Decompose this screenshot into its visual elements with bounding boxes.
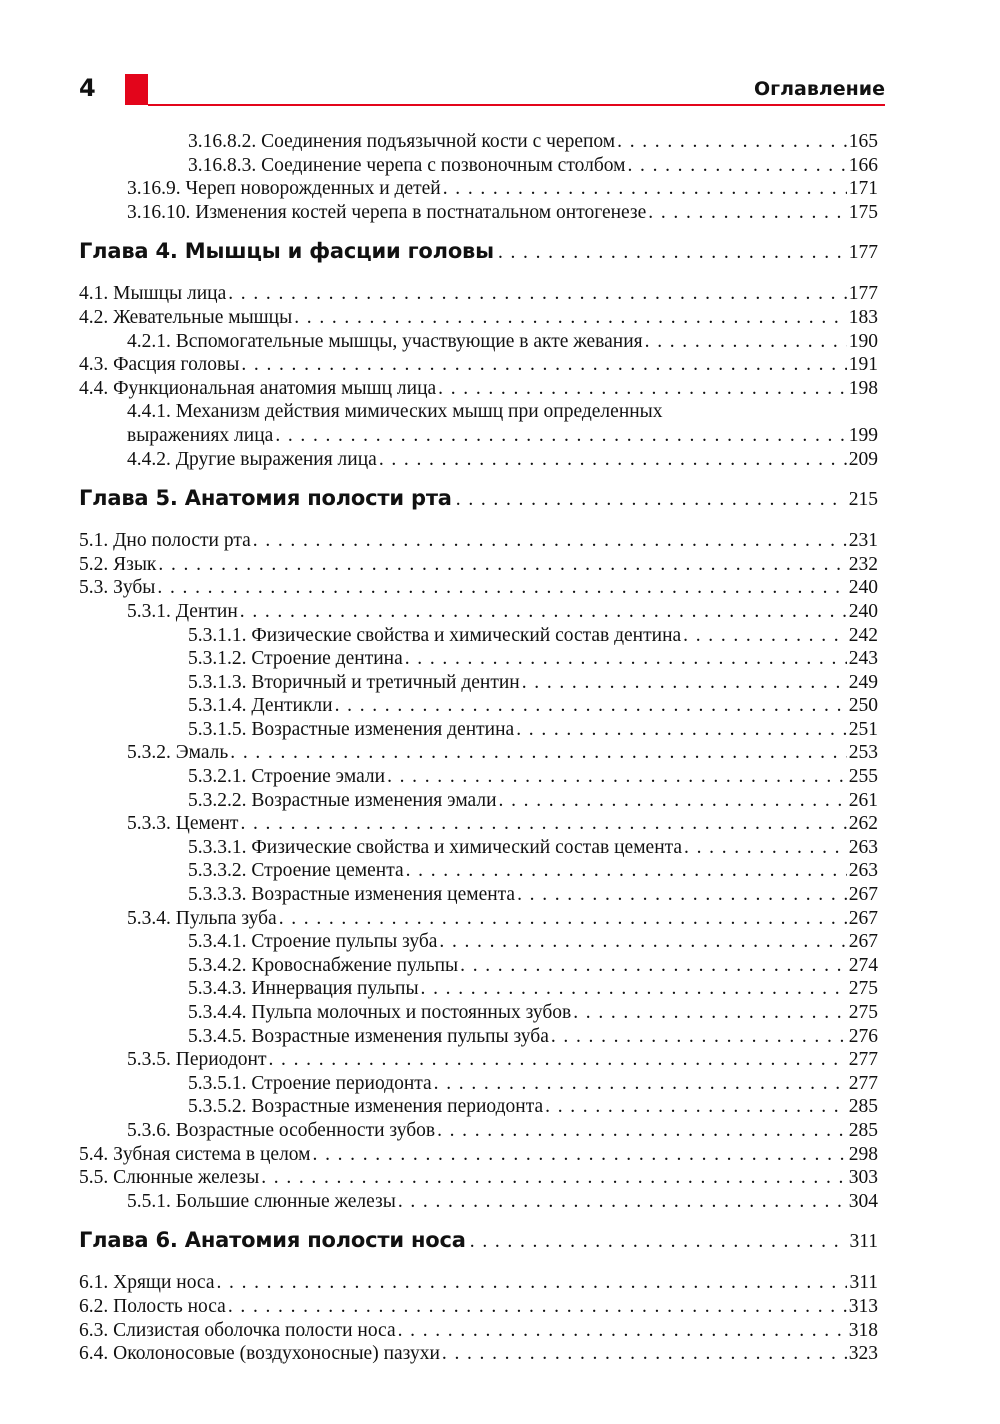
toc-entry-page: 199: [848, 424, 878, 446]
toc-entry-page: 253: [848, 742, 878, 764]
toc-entry-page: 232: [848, 553, 878, 575]
toc-entry-page: 298: [848, 1143, 878, 1165]
toc-entry[interactable]: [79, 1048, 878, 1072]
toc-entry-text: 5.3.2. Эмаль: [127, 742, 229, 764]
leader-dots: [405, 647, 847, 671]
toc-entry-text: 5.3.4. Пульпа зуба: [127, 907, 277, 929]
toc-entry-text: 6.3. Слизистая оболочка полости носа: [79, 1319, 396, 1341]
leader-dots: [261, 1166, 847, 1190]
leader-dots: [645, 330, 847, 354]
chapter-page: 215: [848, 489, 878, 511]
leader-dots: [456, 486, 845, 514]
leader-dots: [470, 1228, 846, 1256]
toc-entry-text: 5.4. Зубная система в целом: [79, 1143, 311, 1165]
toc-entry-text: 5.3.3.3. Возрастные изменения цемента: [188, 884, 516, 906]
toc-group-chapter-5: [79, 529, 878, 1213]
toc-entry-text: 5.3.5.1. Строение периодонта: [188, 1072, 432, 1094]
toc-entry[interactable]: [79, 1119, 878, 1143]
leader-dots: [499, 789, 847, 813]
toc-entry-page: 262: [848, 813, 878, 835]
toc-entry-text: 5.3.4.5. Возрастные изменения пульпы зуба: [188, 1025, 549, 1047]
toc-entry-text: 6.1. Хрящи носа: [79, 1272, 215, 1294]
toc-entry-page: 243: [848, 648, 878, 670]
toc-entry[interactable]: [79, 1271, 878, 1295]
toc-entry-page: 242: [848, 624, 878, 646]
leader-dots: [627, 154, 846, 178]
leader-dots: [460, 954, 847, 978]
leader-dots: [648, 201, 846, 225]
toc-entry-page: 255: [848, 766, 878, 788]
toc-entry-page: 177: [848, 283, 878, 305]
leader-dots: [240, 600, 847, 624]
leader-dots: [158, 553, 846, 577]
toc-entry-text: 5.3.1.2. Строение дентина: [188, 648, 403, 670]
toc-entry[interactable]: [79, 647, 878, 671]
toc-entry-page: 175: [848, 201, 878, 223]
toc-entry[interactable]: [79, 789, 878, 813]
toc-entry-page: 165: [848, 131, 878, 152]
toc-group-chapter-6: [79, 1271, 878, 1365]
toc-entry-text: 4.4. Функциональная анатомия мышц лица: [79, 377, 437, 399]
toc-entry-text: 5.2. Язык: [79, 553, 157, 575]
toc-entry-text: 5.3.3. Цемент: [127, 813, 239, 835]
toc-entry[interactable]: [79, 1166, 878, 1190]
toc-entry-text: 5.3.4.4. Пульпа молочных и постоянных зубов: [188, 1002, 572, 1023]
toc-entry-wrapped[interactable]: [79, 400, 878, 447]
toc-entry-page: 183: [848, 306, 878, 328]
toc-entry-line-2: [127, 424, 878, 448]
leader-dots: [379, 448, 847, 472]
leader-dots: [253, 529, 847, 553]
toc-entry-text: 4.4.2. Другие выражения лица: [127, 448, 377, 470]
toc-entry-text: 5.3.5.2. Возрастные изменения периодонта: [188, 1096, 544, 1118]
leader-dots: [573, 1001, 847, 1025]
toc-entry-text: 5.5. Слюнные железы: [79, 1167, 260, 1189]
toc-group-chapter-4: [79, 282, 878, 400]
toc-entry-page: 274: [848, 954, 878, 976]
toc-entry-page: 267: [848, 884, 878, 906]
toc-entry-page: 277: [848, 1072, 878, 1094]
toc-entry-page: 267: [848, 931, 878, 953]
toc-entry-page: 303: [848, 1167, 878, 1189]
toc-entry[interactable]: [79, 954, 878, 978]
toc-entry[interactable]: [79, 130, 878, 154]
toc-entry[interactable]: [79, 201, 878, 225]
toc-entry-text: 4.2. Жевательные мышцы: [79, 306, 293, 328]
toc-group-pre: [79, 130, 878, 224]
toc-entry[interactable]: [79, 330, 878, 354]
leader-dots: [442, 1342, 847, 1366]
toc-entry-text: 5.1. Дно полости рта: [79, 530, 251, 552]
toc-entry[interactable]: [79, 694, 878, 718]
toc-entry-text: 5.3. Зубы: [79, 577, 156, 599]
toc-entry-text: 5.3.1. Дентин: [127, 600, 238, 622]
toc-entry[interactable]: [79, 671, 878, 695]
toc-entry-line-1: 4.4.1. Механизм действия мимических мышц при определенных: [127, 401, 663, 423]
leader-dots: [279, 907, 847, 931]
leader-dots: [387, 765, 847, 789]
chapter-title: Глава 6. Анатомия полости носа: [79, 1228, 466, 1253]
toc-entry-text: 6.4. Околоносовые (воздухоносные) пазухи: [79, 1343, 440, 1365]
toc-entry-page: 240: [848, 600, 878, 622]
toc-entry-page: 275: [848, 978, 878, 1000]
chapter-page: 177: [848, 242, 878, 264]
toc-entry-text: 5.3.2.2. Возрастные изменения эмали: [188, 789, 497, 811]
toc-entry-page: 311: [849, 1272, 878, 1294]
toc-entry-text: 5.3.1.4. Дентикли: [188, 695, 333, 717]
toc-entry[interactable]: [79, 553, 878, 577]
toc-entry-page: 251: [848, 718, 878, 740]
leader-dots: [684, 836, 847, 860]
chapter-6-heading[interactable]: [79, 1226, 878, 1256]
leader-dots: [406, 859, 847, 883]
toc-entry-text: 5.3.4.1. Строение пульпы зуба: [188, 931, 438, 953]
leader-dots: [437, 1119, 847, 1143]
leader-dots: [228, 282, 847, 306]
toc-entry[interactable]: [79, 448, 878, 472]
toc-entry[interactable]: [79, 883, 878, 907]
toc-entry-page: 285: [848, 1096, 878, 1118]
toc-entry-page: 276: [848, 1025, 878, 1047]
toc-entry-text: 5.3.2.1. Строение эмали: [188, 766, 386, 788]
toc-entry[interactable]: [79, 1072, 878, 1096]
leader-dots: [157, 576, 846, 600]
leader-dots: [545, 1095, 847, 1119]
toc-entry-text: 5.5.1. Большие слюнные железы: [127, 1190, 396, 1212]
chapter-page: 311: [849, 1231, 878, 1253]
toc-entry-text: выражениях лица: [127, 424, 274, 446]
leader-dots: [216, 1271, 847, 1295]
leader-dots: [230, 741, 846, 765]
toc-entry-text: 5.3.4.3. Иннервация пульпы: [188, 978, 419, 1000]
leader-dots: [313, 1143, 847, 1167]
toc-entry-text: 5.3.4.2. Кровоснабжение пульпы: [188, 954, 459, 976]
leader-dots: [421, 977, 847, 1001]
toc-entry-text: 5.3.1.1. Физические свойства и химический состав дентина: [188, 624, 682, 646]
chapter-title: Глава 5. Анатомия полости рта: [79, 486, 452, 511]
toc-entry-page: 323: [848, 1343, 878, 1365]
toc-entry[interactable]: [79, 377, 878, 401]
toc-entry-page: 171: [848, 178, 878, 200]
leader-dots: [434, 1072, 847, 1096]
toc-entry-text: 5.3.3.1. Физические свойства и химический состав цемента: [188, 836, 683, 858]
leader-dots: [240, 812, 846, 836]
toc-entry-text: 3.16.8.2. Соединения подъязычной кости с черепом: [188, 131, 616, 152]
running-head: Оглавление: [754, 78, 885, 100]
toc-entry-text: 5.3.6. Возрастные особенности зубов: [127, 1119, 436, 1141]
toc-entry-text: 5.3.1.5. Возрастные изменения дентина: [188, 718, 515, 740]
toc-entry-page: 240: [848, 577, 878, 599]
toc-entry-page: 249: [848, 671, 878, 693]
leader-dots: [617, 130, 847, 154]
toc-entry-page: 313: [848, 1295, 878, 1317]
toc-entry-page: 318: [848, 1319, 878, 1341]
toc-entry-text: 4.2.1. Вспомогательные мышцы, участвующие в акте жевания: [127, 330, 643, 352]
toc-entry-text: 4.1. Мышцы лица: [79, 283, 227, 305]
toc-entry-text: 3.16.9. Череп новорожденных и детей: [127, 178, 441, 200]
toc-entry-page: 191: [848, 354, 878, 376]
leader-dots: [275, 424, 846, 448]
toc-entry-page: 231: [848, 530, 878, 552]
toc-entry-page: 285: [848, 1119, 878, 1141]
toc-entry-page: 190: [848, 330, 878, 352]
red-header-rule: [148, 104, 885, 106]
leader-dots: [398, 1190, 847, 1214]
toc-entry[interactable]: [79, 718, 878, 742]
toc-entry[interactable]: [79, 1319, 878, 1343]
toc-entry[interactable]: [79, 741, 878, 765]
leader-dots: [228, 1295, 847, 1319]
toc-entry-text: 3.16.10. Изменения костей черепа в постнатальном онтогенезе: [127, 201, 647, 223]
toc-entry-page: 267: [848, 907, 878, 929]
toc-entry[interactable]: [79, 282, 878, 306]
toc-entry[interactable]: [79, 1025, 878, 1049]
red-header-mark: [125, 74, 148, 105]
toc-entry-page: 261: [848, 789, 878, 811]
toc-entry[interactable]: [79, 529, 878, 553]
toc-entry[interactable]: [79, 859, 878, 883]
toc-entry-text: 3.16.8.3. Соединение черепа с позвоночным столбом: [188, 154, 626, 176]
toc-entry-text: 5.3.3.2. Строение цемента: [188, 860, 404, 882]
leader-dots: [269, 1048, 847, 1072]
toc-entry-page: 263: [848, 836, 878, 858]
leader-dots: [517, 883, 847, 907]
toc-entry[interactable]: [79, 977, 878, 1001]
chapter-title: Глава 4. Мышцы и фасции головы: [79, 239, 494, 264]
chapter-4-heading[interactable]: [79, 237, 878, 267]
toc-entry[interactable]: [79, 1190, 878, 1214]
leader-dots: [551, 1025, 847, 1049]
table-of-contents: [79, 130, 878, 1366]
toc-entry-page: 250: [848, 695, 878, 717]
toc-entry[interactable]: [79, 1295, 878, 1319]
toc-entry-text: 4.3. Фасция головы: [79, 354, 240, 376]
toc-entry[interactable]: [79, 907, 878, 931]
toc-entry[interactable]: [79, 353, 878, 377]
leader-dots: [398, 1319, 847, 1343]
toc-entry[interactable]: [79, 836, 878, 860]
toc-entry-page: 263: [848, 860, 878, 882]
toc-entry-page: 277: [848, 1049, 878, 1071]
toc-entry[interactable]: [79, 154, 878, 178]
toc-entry[interactable]: [79, 1095, 878, 1119]
toc-entry-page: 304: [848, 1190, 878, 1212]
toc-entry[interactable]: [79, 624, 878, 648]
toc-entry-page: 275: [848, 1002, 878, 1023]
leader-dots: [241, 353, 846, 377]
leader-dots: [443, 177, 847, 201]
toc-entry[interactable]: [79, 306, 878, 330]
toc-entry[interactable]: [79, 1342, 878, 1366]
toc-entry-page: 198: [848, 377, 878, 399]
toc-entry[interactable]: [79, 600, 878, 624]
page-number: 4: [79, 74, 96, 102]
leader-dots: [438, 377, 847, 401]
toc-entry-page: 166: [848, 154, 878, 176]
toc-entry-page: 209: [848, 448, 878, 470]
leader-dots: [522, 671, 847, 695]
leader-dots: [439, 930, 846, 954]
toc-entry[interactable]: [79, 930, 878, 954]
leader-dots: [516, 718, 847, 742]
toc-entry-text: 5.3.5. Периодонт: [127, 1049, 267, 1071]
leader-dots: [294, 306, 847, 330]
leader-dots: [335, 694, 847, 718]
leader-dots: [498, 239, 845, 267]
toc-entry[interactable]: [79, 576, 878, 600]
toc-entry[interactable]: [79, 812, 878, 836]
toc-entry[interactable]: [79, 765, 878, 789]
toc-entry-text: 5.3.1.3. Вторичный и третичный дентин: [188, 671, 520, 693]
leader-dots: [683, 624, 847, 648]
toc-entry-text: 6.2. Полость носа: [79, 1295, 226, 1317]
toc-entry[interactable]: [79, 1143, 878, 1167]
chapter-5-heading[interactable]: [79, 484, 878, 514]
toc-entry[interactable]: [79, 1001, 878, 1025]
toc-entry[interactable]: [79, 177, 878, 201]
